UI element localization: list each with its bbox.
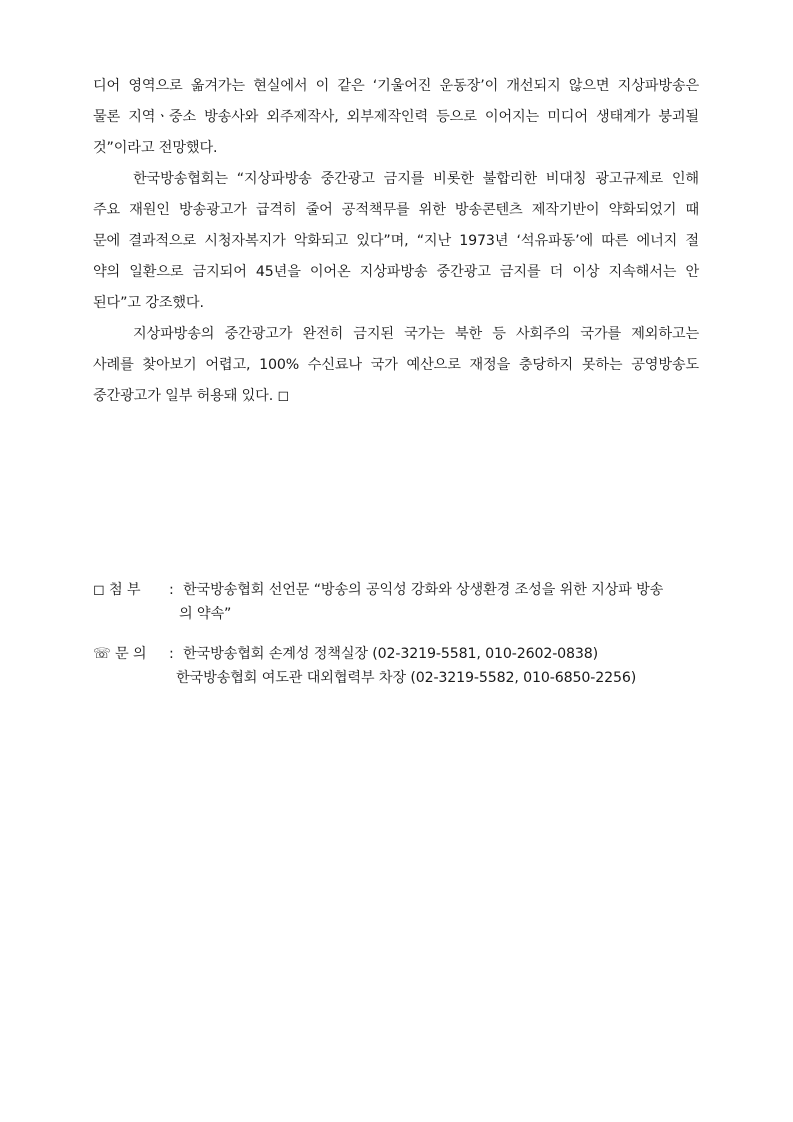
attachment-label: ◻ 첨 부	[93, 582, 141, 598]
paragraph-2	[93, 164, 699, 319]
attachment-colon: :	[169, 582, 174, 598]
contact-line-1: 한국방송협회 손계성 정책실장 (02-3219-5581, 010-2602-0838)	[183, 646, 599, 662]
text-line: 지상파방송의 중간광고가 완전히 금지된 국가는 북한 등 사회주의 국가를 제외하고는	[133, 326, 699, 342]
text-line: 된다”고 강조했다.	[93, 295, 204, 311]
text-line: 주요 재원인 방송광고가 급격히 줄어 공적책무를 위한 방송콘텐츠 제작기반이 약화되었기 때	[93, 202, 699, 218]
contact-line-2: 한국방송협회 여도관 대외협력부 차장 (02-3219-5582, 010-6850-2256)	[176, 670, 637, 686]
text-line: 문에 결과적으로 시청자복지가 악화되고 있다”며, “지난 1973년 ‘석유파동’에 따른 에너지 절	[93, 233, 699, 249]
text-line: 것”이라고 전망했다.	[93, 140, 218, 156]
body-text	[93, 71, 699, 412]
contact-label: ☏ 문 의	[93, 646, 147, 662]
text-line: 물론 지역ㆍ중소 방송사와 외주제작사, 외부제작인력 등으로 이어지는 미디어 생태계가 붕괴될	[93, 109, 699, 125]
contact-colon: :	[169, 646, 174, 662]
attachment-block	[93, 578, 699, 626]
text-line: 중간광고가 일부 허용돼 있다. ◻	[93, 388, 290, 404]
attachment-text-cont: 의 약속”	[179, 606, 232, 622]
attachment-text: 한국방송협회 선언문 “방송의 공익성 강화와 상생환경 조성을 위한 지상파 방송	[183, 582, 664, 598]
text-line: 사례를 찾아보기 어렵고, 100% 수신료나 국가 예산으로 재정을 충당하지 못하는 공영방송도	[93, 357, 699, 373]
text-line: 약의 일환으로 금지되어 45년을 이어온 지상파방송 중간광고 금지를 더 이상 지속해서는 안	[93, 264, 699, 280]
footer-info	[93, 578, 699, 690]
paragraph-3	[93, 319, 699, 412]
contact-block	[93, 642, 699, 690]
paragraph-1	[93, 71, 699, 164]
text-line: 한국방송협회는 “지상파방송 중간광고 금지를 비롯한 불합리한 비대칭 광고규제로 인해	[133, 171, 699, 187]
text-line: 디어 영역으로 옮겨가는 현실에서 이 같은 ‘기울어진 운동장’이 개선되지 않으면 지상파방송은	[93, 78, 699, 94]
